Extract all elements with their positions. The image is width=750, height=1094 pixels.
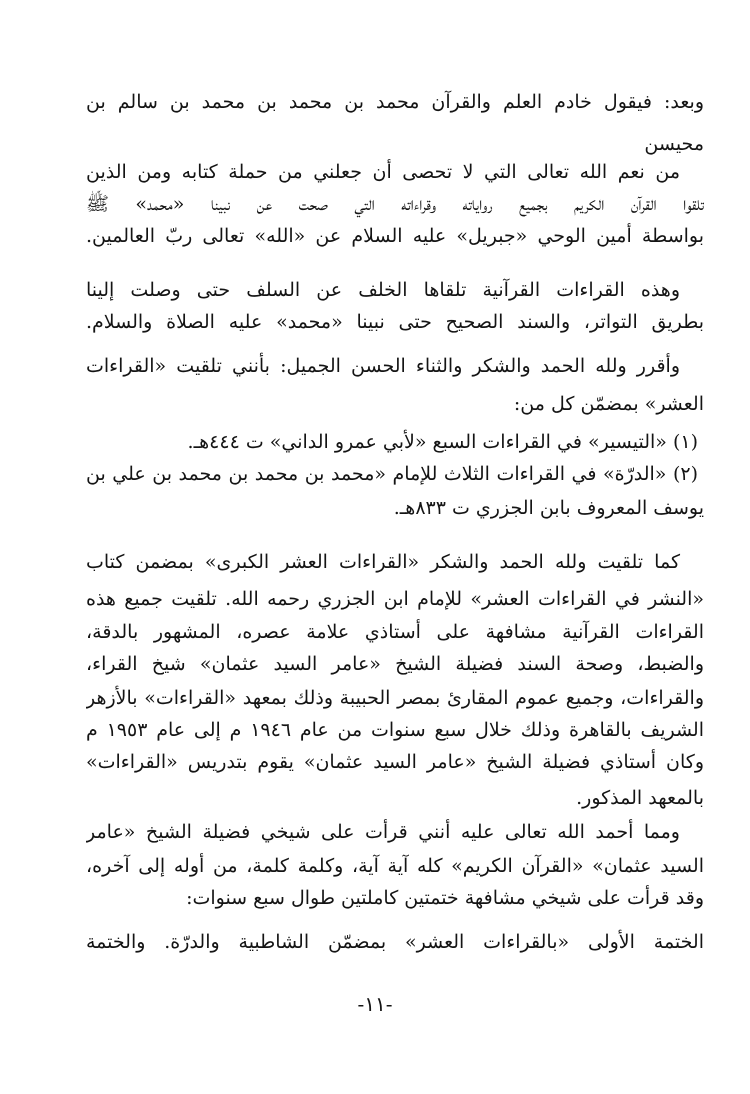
text-line-24: الختمة الأولى «بالقراءات العشر» بمضمّن الشاطبية والدرّة. والختمة <box>86 931 704 953</box>
text-line-14: «النشر في القراءات العشر» للإمام ابن الجزري رحمه الله. تلقيت جميع هذه <box>86 588 704 610</box>
text-line-15: القراءات القرآنية مشافهة على أستاذي علامة عصره، المشهور بالدقة، <box>86 621 704 643</box>
text-line-23: وقد قرأت على شيخي مشافهة ختمتين كاملتين طوال سبع سنوات: <box>186 887 704 909</box>
page-number: -١١- <box>357 992 393 1016</box>
text-line-19: وكان أستاذي فضيلة الشيخ «عامر السيد عثمان» يقوم بتدريس «القراءات» <box>86 751 704 773</box>
list-item-1: (١) «التيسير» في القراءات السبع «لأبي عمرو الداني» ت ٤٤٤هـ. <box>187 431 698 453</box>
text-line-16: والضبط، وصحة السند فضيلة الشيخ «عامر السيد عثمان» شيخ القراء، <box>86 653 704 675</box>
text-line-13: كما تلقيت ولله الحمد والشكر «القراءات العشر الكبرى» بمضمن كتاب <box>86 551 680 573</box>
text-line-8: وأقرر ولله الحمد والشكر والثناء الحسن الجميل: بأنني تلقيت «القراءات <box>86 355 680 377</box>
text-line-21: ومما أحمد الله تعالى عليه أنني قرأت على شيخي فضيلة الشيخ «عامر <box>86 821 680 843</box>
text-line-6: وهذه القراءات القرآنية تلقاها الخلف عن السلف حتى وصلت إلينا <box>86 279 680 301</box>
text-line-18: الشريف بالقاهرة وذلك خلال سبع سنوات من عام ١٩٤٦ م إلى عام ١٩٥٣ م <box>86 719 704 741</box>
text-line-2: محيسن <box>644 133 704 155</box>
list-item-2: (٢) «الدرّة» في القراءات الثلاث للإمام «محمد بن محمد بن محمد بن علي بن <box>86 463 698 485</box>
text-line-9: العشر» بمضمّن كل من: <box>513 393 704 415</box>
text-line-5: بواسطة أمين الوحي «جبريل» عليه السلام عن «الله» تعالى ربّ العالمين. <box>86 225 704 247</box>
text-line-12: يوسف المعروف بابن الجزري ت ٨٣٣هـ. <box>393 497 704 519</box>
text-line-1: وبعد: فيقول خادم العلم والقرآن محمد بن محمد بن محمد بن سالم بن <box>86 91 704 113</box>
text-line-3: من نعم الله تعالى التي لا تحصى أن جعلني من حملة كتابه ومن الذين <box>86 161 680 183</box>
text-line-17: والقراءات، وجميع عموم المقارئ بمصر الحبيبة وذلك بمعهد «القراءات» بالأزهر <box>86 687 704 709</box>
text-line-20: بالمعهد المذكور. <box>576 787 704 809</box>
text-line-22: السيد عثمان» «القرآن الكريم» كله آية آية، وكلمة كلمة، من أوله إلى آخره، <box>86 855 704 877</box>
text-line-7: بطريق التواتر، والسند الصحيح حتى نبينا «محمد» عليه الصلاة والسلام. <box>86 311 704 333</box>
text-line-4: تلقوا القرآن الكريم بجميع رواياته وقراءاته التي صحت عن نبينا «محمد» ﷺ <box>86 193 704 215</box>
